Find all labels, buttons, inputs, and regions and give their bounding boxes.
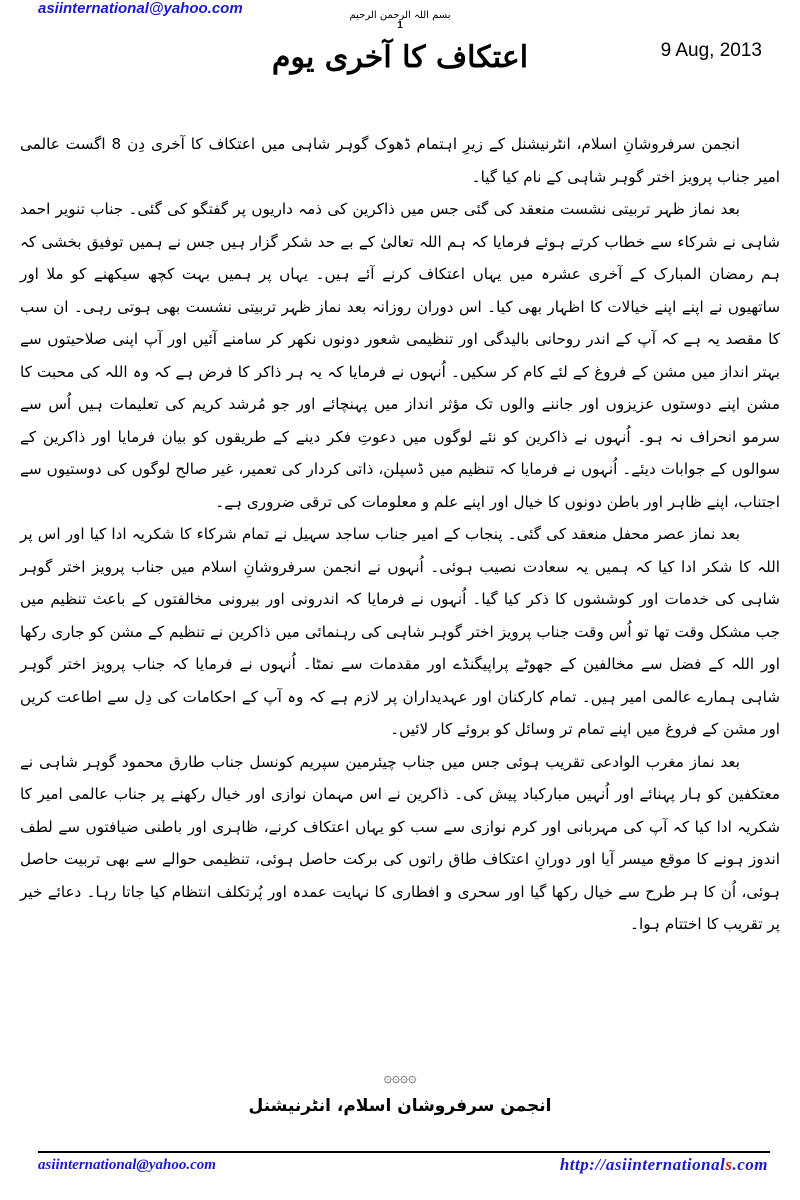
article-paragraph: بعد نماز ظہر تربیتی نشست منعقد کی گئی جس میں ذاکرین کی ذمہ داریوں پر گفتگو کی گئی۔ جناب تنویر احمد شاہی نے شرکاء سے خطاب کرتے ہوئے فرمایا کہ ہم اللہ تعالیٰ کے بے حد شکر گزار ہیں جس نے ہمیں توفیق بخشی کہ ہم رمضان المبارک کے آخری عشرہ میں یہاں اعتکاف کرنے آئے ہیں۔ یہاں پر ہمیں بہت کچھ سیکھنے کو ملا اور ساتھیوں نے اپنے اپنے خیالات کا اظہار بھی کیا۔ اس دوران روزانہ بعد نماز ظہر تربیتی نشست بھی ہوتی رہی۔ ان سب کا مقصد یہ ہے کہ آپ کے اندر روحانی بالیدگی اور تنظیمی شعور دونوں نکھر کر سامنے آئیں اور آپ اپنی صلاحیتوں سے بہتر انداز میں مشن کے فروغ کے لئے کام کر سکیں۔ اُنہوں نے فرمایا کہ یہ ہر ذاکر کا فرض ہے کہ وہ اللہ کی محبت کا مشن اپنے دوستوں عزیزوں اور جاننے والوں تک مؤثر انداز میں پہنچائے اور جو مُرشد کریم کی تعلیمات ہیں اُس سے سرمو انحراف نہ ہو۔ اُنہوں نے ذاکرین کو نئے لوگوں میں دعوتِ فکر دینے کے طریقوں کو بیان فرمایا اور ذاکرین کے سوالوں کے جوابات دیئے۔ اُنہوں نے فرمایا کہ تنظیم میں ڈسپلن، ذاتی کردار کی تعمیر، غیر صالح لوگوں کی دوستیوں سے اجتناب، اپنے ظاہر اور باطن دونوں کا خیال اور اپنے علم و معلومات کی ترقی ضروری ہے۔: [20, 200, 780, 511]
article-date: 9 Aug, 2013: [660, 40, 762, 61]
article-body: [20, 128, 780, 941]
footer-website-link[interactable]: [560, 1155, 768, 1175]
footer-email-link[interactable]: asiinternational@yahoo.com: [38, 1157, 216, 1173]
article-paragraph: بعد نماز مغرب الوادعی تقریب ہوئی جس میں جناب چیئرمین سپریم کونسل جناب طارق محمود گوہر شاہی نے معتکفین کو ہار پہنائے اور اُنہیں مبارکباد پیش کی۔ ذاکرین نے اس مہمان نوازی اور خیال رکھنے پر جناب عالمی امیر کا شکریہ ادا کیا کہ آپ کی مہربانی اور کرم نوازی سے سب کو یہاں اعتکاف کرنے، ظاہری اور باطنی ضیافتوں سے لطف اندوز ہونے کا موقع میسر آیا اور دورانِ اعتکاف طاق راتوں کی برکت حاصل ہوئی، تنظیمی حوالے سے بھی تربیت حاصل ہوئی، اُن کا ہر طرح سے خیال رکھا گیا اور سحری و افطاری کا نہایت عمدہ اور پُرتکلف انتظام کیا جاتا رہا۔ دعائے خیر پر تقریب کا اختتام ہوا۔: [20, 752, 780, 933]
article-paragraph: انجمن سرفروشانِ اسلام، انٹرنیشنل کے زیرِ اہتمام ڈھوک گوہر شاہی میں اعتکاف کا آخری دِن 8 اگست عالمی امیر جناب پرویز اختر گوہر شاہی کے نام کیا گیا۔: [20, 135, 780, 186]
url-accent-letter: s: [725, 1155, 733, 1174]
header-email-link[interactable]: asiinternational@yahoo.com: [38, 0, 243, 17]
url-prefix: http://asiinternational: [559, 1155, 726, 1174]
article-paragraph: بعد نماز عصر محفل منعقد کی گئی۔ پنجاب کے امیر جناب ساجد سہیل نے تمام شرکاء کا شکریہ ادا کیا اور اس پر اللہ کا شکر ادا کیا کہ ہمیں یہ سعادت نصیب ہوئی۔ اُنہوں نے انجمن سرفروشانِ اسلام میں جناب پرویز اختر گوہر شاہی کی خدمات اور کوششوں کا ذکر کیا گیا۔ اُنہوں نے فرمایا کہ اندرونی اور بیرونی مخالفتوں کے باعث تنظیم میں جب مشکل وقت تھا تو اُس وقت جناب پرویز اختر گوہر شاہی کی رہنمائی میں ذاکرین نے تنظیم کے مشن کو جاری رکھا اور اللہ کے فضل سے مخالفین کے جھوٹے پراپیگنڈے اور مقدمات سے نمٹا۔ اُنہوں نے فرمایا کہ جناب پرویز اختر گوہر شاہی ہمارے عالمی امیر ہیں۔ تمام کارکنان اور عہدیداران پر لازم ہے کہ وہ آپ کے احکامات کی دِل سے اطاعت کریں اور مشن کے فروغ میں اپنے تمام تر وسائل کو بروئے کار لائیں۔: [20, 525, 780, 738]
url-suffix: .com: [732, 1155, 768, 1174]
page-title: اعتکاف کا آخری یوم: [271, 40, 529, 75]
page-number: 1: [397, 20, 403, 31]
organization-name: انجمن سرفروشان اسلام، انٹرنیشنل: [248, 1096, 552, 1116]
ornament-stars-icon: ۞۞۞۞: [383, 1070, 417, 1086]
bismillah-heading: بسم اللہ الرحمن الرحیم: [349, 10, 451, 21]
footer-divider: [38, 1151, 770, 1153]
